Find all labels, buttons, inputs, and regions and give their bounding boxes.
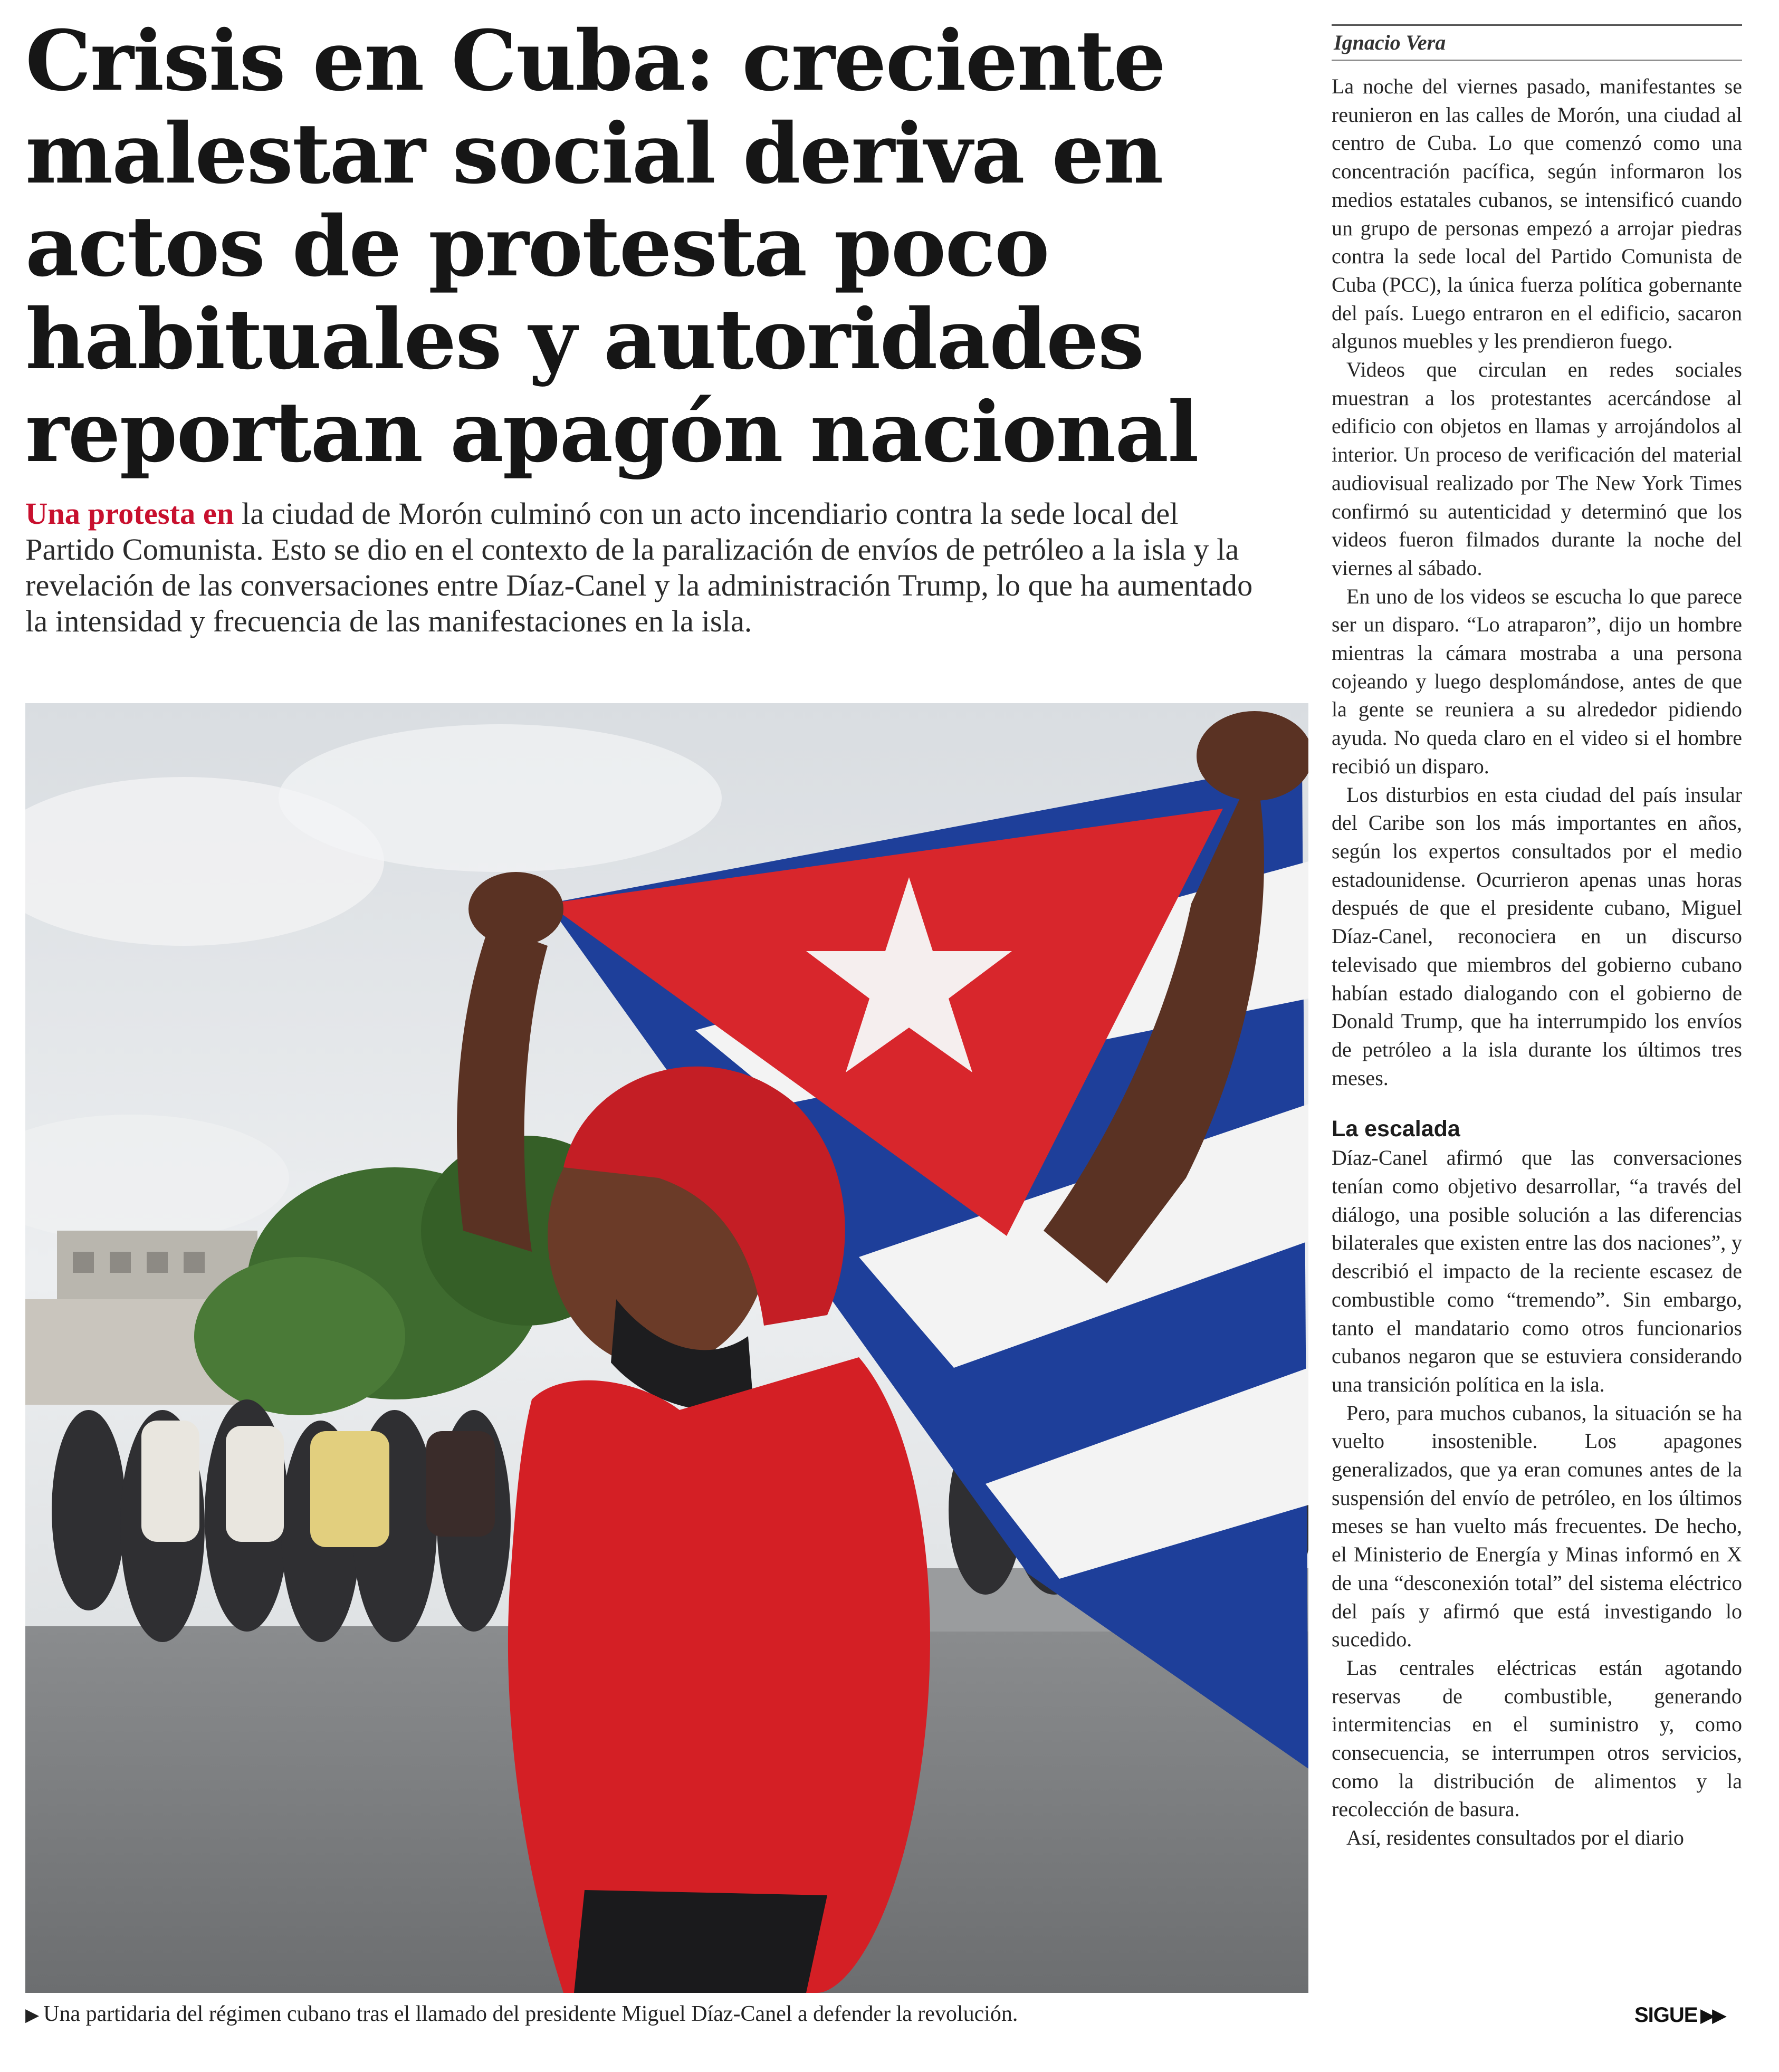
caption-triangle-icon: ▶ bbox=[25, 2006, 40, 2025]
lede bbox=[25, 496, 1255, 639]
article-column bbox=[1332, 24, 1742, 1852]
body-text bbox=[1332, 72, 1742, 1852]
lede-text: la ciudad de Morón culminó con un acto incendiario contra la sede local del Partido Comunista. Esto se dio en el contexto de la paralización de envíos de petróleo a la isla y la revelación de las conversaciones entre Díaz-Canel y la administración Trump, lo que ha aumentado la intensidad y frecuencia de las manifestaciones en la isla. bbox=[25, 496, 1253, 638]
photo-caption bbox=[25, 1999, 1313, 2030]
paragraph-5: Díaz-Canel afirmó que las conversaciones tenían como objetivo desarrollar, “a través del diálogo, una posible solución a las diferencias bilaterales que existen entre las dos naciones”, y describió el impacto de la reciente escasez de combustible como “tremendo”. Sin embargo, tanto el mandatario como otros funcionarios cubanos negaron que se estuviera considerando una transición política en la isla. bbox=[1332, 1146, 1742, 1396]
paragraph-8: Así, residentes consultados por el diario bbox=[1346, 1826, 1684, 1850]
byline: Ignacio Vera bbox=[1334, 31, 1446, 54]
paragraph-6: Pero, para muchos cubanos, la situación se ha vuelto insostenible. Los apagones generalizados, que ya eran comunes antes de la suspensión del envío de petróleo, en los últimos meses se han vuelto más frecuentes. De hecho, el Ministerio de Energía y Minas informó en X de una “desconexión total” del sistema eléctrico del país y afirmó que está investigando lo sucedido. bbox=[1332, 1400, 1742, 1652]
paragraph-3: En uno de los videos se escucha lo que parece ser un disparo. “Lo atraparon”, dijo un hombre mientras la cámara mostraba a una persona cojeando y luego desplomándose, antes de que la gente se reuniera a su alrededor pidiendo ayuda. No queda claro en el video si el hombre recibió un disparo. bbox=[1332, 584, 1742, 778]
byline-rule-bottom bbox=[1332, 60, 1742, 61]
subheading: La escalada bbox=[1332, 1116, 1460, 1142]
paragraph-1: La noche del viernes pasado, manifestantes se reunieron en las calles de Morón, una ciudad al centro de Cuba. Lo que comenzó como una concentración pacífica, según informaron los medios estatales cubanos, se intensificó cuando un grupo de personas empezó a arrojar piedras contra la sede local del Partido Comunista de Cuba (PCC), la única fuerza política gobernante del país. Luego entraron en el edificio, sacaron algunos muebles y les prendieron fuego. bbox=[1332, 74, 1742, 353]
headline: Crisis en Cuba: creciente malestar social deriva en actos de protesta poco habituales y autoridades reportan apagón nacional bbox=[25, 13, 1198, 481]
paragraph-2: Videos que circulan en redes sociales muestran a los protestantes acercándose al edificio con objetos en llamas y arrojándolos al interior. Un proceso de verificación del material audiovisual realizado por The New York Times confirmó su autenticidad y determinó que los videos fueron filmados durante la noche del viernes al sábado. bbox=[1332, 358, 1742, 580]
photo-illustration bbox=[25, 703, 1308, 1993]
double-arrow-icon: ▶▶ bbox=[1700, 2005, 1724, 2026]
lead-photo bbox=[25, 703, 1308, 1993]
continue-marker[interactable] bbox=[1634, 2003, 1724, 2027]
paragraph-7: Las centrales eléctricas están agotando reservas de combustible, generando intermitencias en el suministro y, como consecuencia, se interrumpen otros servicios, como la distribución de alimentos y la recolección de basura. bbox=[1332, 1655, 1742, 1821]
paragraph-4: Los disturbios en esta ciudad del país insular del Caribe son los más importantes en años, según los expertos consultados por el medio estadounidense. Ocurrieron apenas unas horas después de que el presidente cubano, Miguel Díaz-Canel, reconociera en un discurso televisado que miembros del gobierno cubano habían estado dialogando con el gobierno de Donald Trump, que ha interrumpido los envíos de petróleo a la isla durante los últimos tres meses. bbox=[1332, 782, 1742, 1090]
continue-label: SIGUE bbox=[1634, 2003, 1698, 2027]
caption-text: Una partidaria del régimen cubano tras el llamado del presidente Miguel Díaz-Canel a defender la revolución. bbox=[43, 2002, 1018, 2026]
lede-lead-in: Una protesta en bbox=[25, 496, 234, 531]
